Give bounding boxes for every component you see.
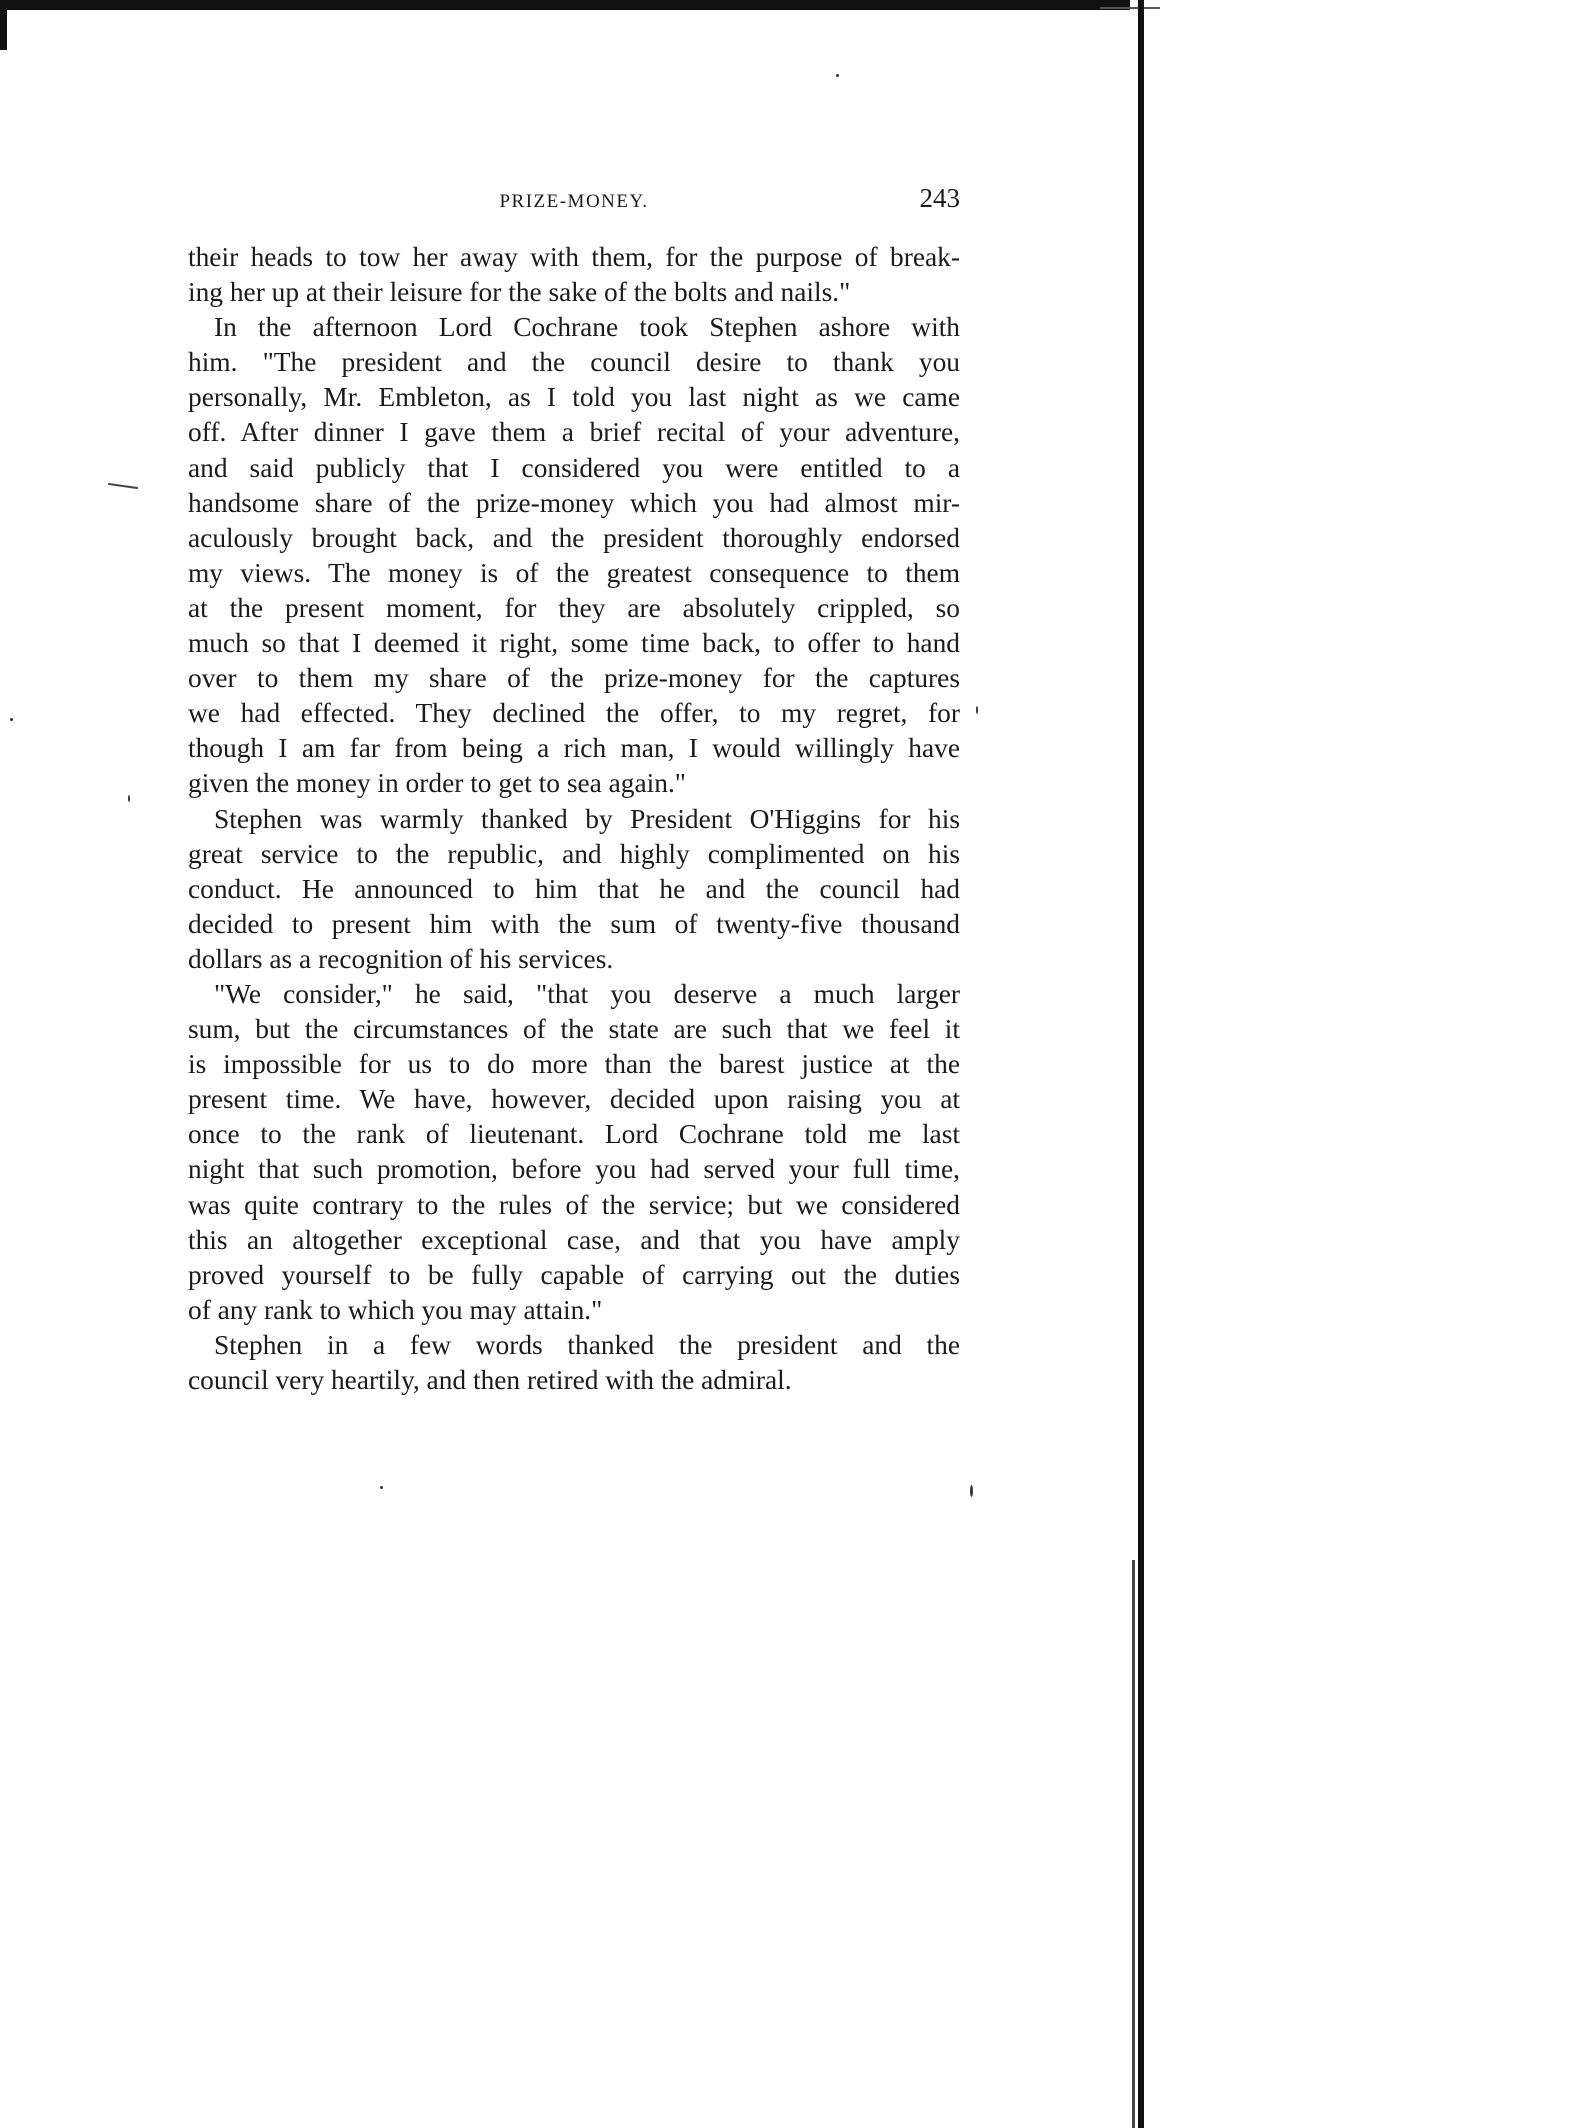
text-line: was quite contrary to the rules of the service; but we considered xyxy=(188,1189,960,1220)
text-line: off. After dinner I gave them a brief recital of your adventure, xyxy=(188,417,960,448)
scan-right-edge xyxy=(1138,0,1144,2128)
scan-top-edge-thin xyxy=(1100,7,1160,9)
text-line: Stephen in a few words thanked the president and the xyxy=(214,1329,960,1360)
text-line: my views. The money is of the greatest consequence to them xyxy=(188,557,960,588)
paragraph xyxy=(188,977,960,1328)
speck xyxy=(836,74,839,77)
speck xyxy=(10,718,13,721)
text-line: personally, Mr. Embleton, as I told you last night as we came xyxy=(188,382,960,413)
text-line: of any rank to which you may attain." xyxy=(188,1294,603,1325)
page-number: 243 xyxy=(919,183,960,213)
text-line: at the present moment, for they are absolutely crippled, so xyxy=(188,592,960,623)
speck xyxy=(970,1485,973,1497)
speck xyxy=(976,706,978,714)
text-line: him. "The president and the council desire to thank you xyxy=(188,347,960,378)
text-line: Stephen was warmly thanked by President O'Higgins for his xyxy=(214,803,960,834)
text-line: we had effected. They declined the offer, to my regret, for xyxy=(188,698,960,729)
text-line: is impossible for us to do more than the barest justice at the xyxy=(188,1049,960,1080)
text-line: ing her up at their leisure for the sake of the bolts and nails." xyxy=(188,277,851,308)
speck xyxy=(128,795,130,802)
text-line: night that such promotion, before you had served your full time, xyxy=(188,1154,960,1185)
margin-mark xyxy=(108,483,138,489)
text-line: much so that I deemed it right, some time back, to offer to hand xyxy=(188,628,960,659)
text-line: over to them my share of the prize-money for the captures xyxy=(188,663,960,694)
text-line: this an altogether exceptional case, and that you have amply xyxy=(188,1224,960,1255)
text-line: conduct. He announced to him that he and the council had xyxy=(188,873,960,904)
paragraph xyxy=(188,240,960,310)
text-line: proved yourself to be fully capable of carrying out the duties xyxy=(188,1259,960,1290)
paragraph xyxy=(188,310,960,801)
header-title: PRIZE-MONEY. xyxy=(499,191,649,212)
scan-right-edge-thin xyxy=(1132,1560,1135,2128)
text-line: given the money in order to get to sea again." xyxy=(188,768,686,799)
text-line: decided to present him with the sum of twenty-five thousand xyxy=(188,908,960,939)
text-line: their heads to tow her away with them, for the purpose of break- xyxy=(188,242,960,272)
paragraph xyxy=(188,802,960,977)
text-line: dollars as a recognition of his services. xyxy=(188,943,614,974)
text-line: council very heartily, and then retired with the admiral. xyxy=(188,1365,792,1395)
running-head xyxy=(188,185,960,225)
text-line: sum, but the circumstances of the state are such that we feel it xyxy=(188,1014,960,1045)
scan-corner-mark xyxy=(0,0,20,50)
text-line: aculously brought back, and the president thoroughly endorsed xyxy=(188,522,960,553)
text-line: present time. We have, however, decided upon raising you at xyxy=(188,1084,960,1115)
text-line: once to the rank of lieutenant. Lord Cochrane told me last xyxy=(188,1119,960,1150)
paragraph xyxy=(188,1328,960,1398)
body-text xyxy=(188,240,960,1398)
text-line: and said publicly that I considered you were entitled to a xyxy=(188,452,960,483)
scan-top-edge xyxy=(0,0,1130,10)
text-line: "We consider," he said, "that you deserve a much larger xyxy=(214,978,960,1009)
text-line: though I am far from being a rich man, I would willingly have xyxy=(188,733,960,764)
text-line: great service to the republic, and highly complimented on his xyxy=(188,838,960,869)
speck xyxy=(380,1486,383,1489)
text-line: handsome share of the prize-money which you had almost mir- xyxy=(188,487,960,518)
text-line: In the afternoon Lord Cochrane took Stephen ashore with xyxy=(214,312,960,343)
